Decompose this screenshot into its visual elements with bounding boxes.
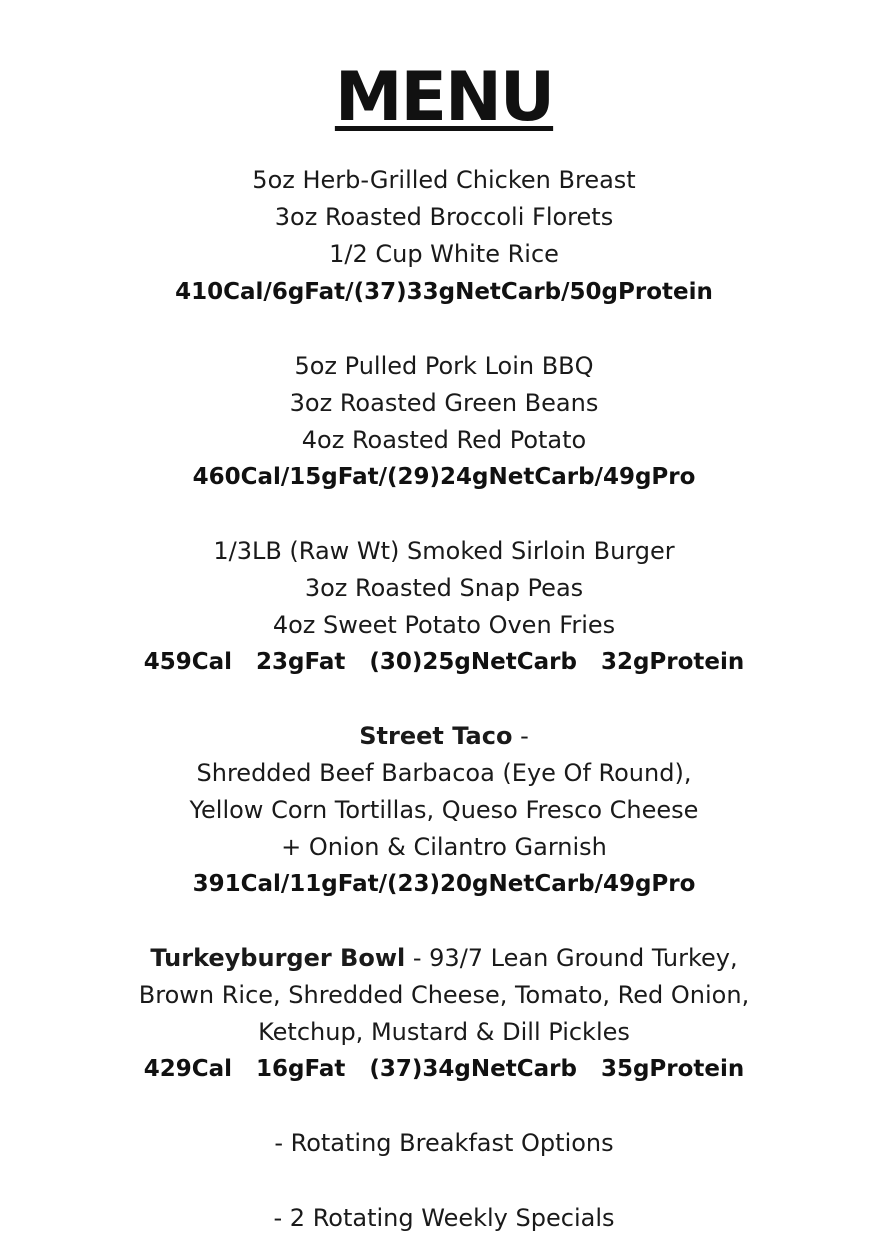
- meal-4-name-suffix: -: [512, 722, 529, 750]
- meal-2-item-2: 3oz Roasted Green Beans: [289, 389, 599, 417]
- meal-3-item-3: 4oz Sweet Potato Oven Fries: [272, 611, 616, 639]
- meal-1-macros: 410Cal/6gFat/(37)33gNetCarb/50gProtein: [175, 279, 713, 305]
- meal-4-item-3: + Onion & Cilantro Garnish: [281, 833, 607, 861]
- meal-2-macros: 460Cal/15gFat/(29)24gNetCarb/49gPro: [192, 464, 696, 490]
- extra-breakfast-options: - Rotating Breakfast Options: [274, 1129, 614, 1157]
- meal-5-name: Turkeyburger Bowl: [150, 944, 406, 972]
- meal-3-macros: 459Cal 23gFat (30)25gNetCarb 32gProtein: [143, 649, 745, 675]
- meal-2-item-3: 4oz Roasted Red Potato: [301, 426, 587, 454]
- meal-5-item-2: Ketchup, Mustard & Dill Pickles: [258, 1018, 630, 1046]
- meal-3-item-1: 1/3LB (Raw Wt) Smoked Sirloin Burger: [213, 537, 675, 565]
- meal-4-item-2: Yellow Corn Tortillas, Queso Fresco Cheese: [189, 796, 699, 824]
- meal-4-macros: 391Cal/11gFat/(23)20gNetCarb/49gPro: [192, 871, 696, 897]
- menu-title-text: MENU: [334, 58, 554, 137]
- meal-5-macros: 429Cal 16gFat (37)34gNetCarb 35gProtein: [143, 1056, 745, 1082]
- meal-1-item-3: 1/2 Cup White Rice: [329, 240, 559, 268]
- meal-3-item-2: 3oz Roasted Snap Peas: [304, 574, 584, 602]
- menu-title: [0, 58, 888, 138]
- meal-4-name: Street Taco: [359, 722, 513, 750]
- meal-1-item-2: 3oz Roasted Broccoli Florets: [274, 203, 614, 231]
- meal-4-heading: [0, 721, 888, 751]
- meal-1-item-1: 5oz Herb-Grilled Chicken Breast: [252, 166, 636, 194]
- meal-2-item-1: 5oz Pulled Pork Loin BBQ: [294, 352, 594, 380]
- meal-5-heading: [0, 943, 888, 973]
- meal-5-item-1: Brown Rice, Shredded Cheese, Tomato, Red Onion,: [138, 981, 750, 1009]
- meal-5-name-suffix: - 93/7 Lean Ground Turkey,: [405, 944, 738, 972]
- extra-weekly-specials: - 2 Rotating Weekly Specials: [273, 1204, 615, 1232]
- meal-4-item-1: Shredded Beef Barbacoa (Eye Of Round),: [196, 759, 692, 787]
